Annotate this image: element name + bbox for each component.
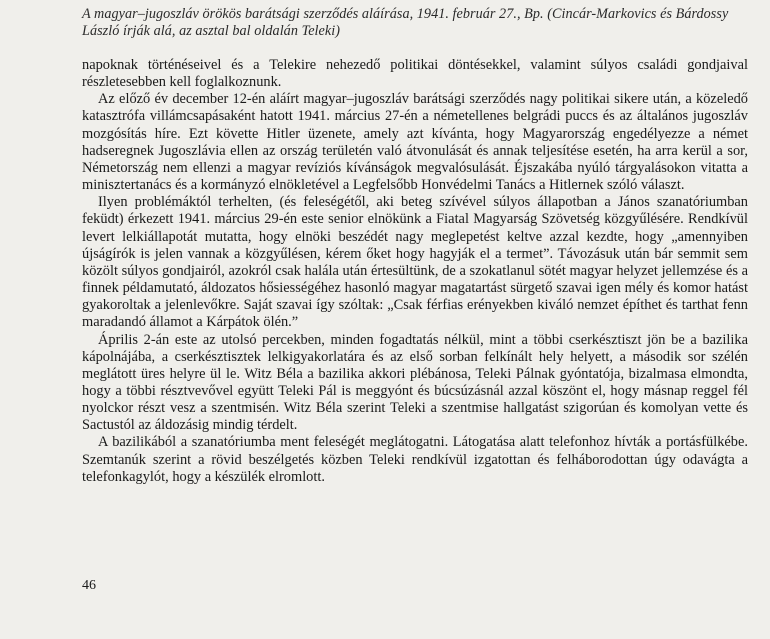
paragraph-5: A bazilikából a szanatóriumba ment feleségét meglátogatni. Látogatása alatt telefonhoz hívták a portásfülkébe. Szemtanúk szerint a rövid beszélgetés közben Teleki rendkívül izgatottan és felháborodottan úgy odavágta a telefonkagylót, hogy a készülék elromlott. <box>82 434 748 485</box>
paragraph-2: Az előző év december 12-én aláírt magyar–jugoszláv barátsági szerződés nagy politikai sikere után, a közeledő katasztrófa villámcsapásaként hatott 1941. március 27-én a németellenes belgrádi puccs és az általános jugoszláv mozgósítás híre. Ezt követte Hitler üzenete, amely azt kívánta, hogy Magyarország engedélyezze a német hadseregnek Jugoszlávia ellen az ország területén való átvonulását és annak teljesítése esetén, ha arra kerül a sor, Németország nem ellenzi a magyar revíziós kívánságok megvalósulását. Éjszakába nyúló tárgyalásokon vitatta a minisztertanács és a kormányzó elnökletével a Legfelsőbb Honvédelmi Tanács a Hitlernek szóló választ. <box>82 91 748 194</box>
photo-caption: A magyar–jugoszláv örökös barátsági szerződés aláírása, 1941. február 27., Bp. (Cincár-Markovics és Bárdossy László írják alá, az asztal bal oldalán Teleki) <box>82 6 729 39</box>
paragraph-1: napoknak történéseivel és a Telekire nehezedő politikai döntésekkel, valamint súlyos családi gondjaival részletesebben kell foglalkoznunk. <box>82 57 748 91</box>
paragraph-3: Ilyen problémáktól terhelten, (és feleségétől, aki beteg szívével súlyos állapotban a János szanatóriumban feküdt) érkezett 1941. március 29-én este senior elnökünk a Fiatal Magyarság Szövetség közgyűlésére. Rendkívül levert lelkiállapotát mutatta, hogy elnöki beszédét nagy meglepetést keltve azzal kezdte, hogy „amennyiben újságírók is jelen vannak a közgyűlésen, kérem őket hogy hagyják el a termet”. Távozásuk után bár semmit sem közölt súlyos gondjairól, azokról csak halála után értesültünk, de a szokatlanul sötét magyar helyzet jellemzése és a finnek példamutató, áldozatos hősiességéhez hasonló magyar magatartást sürgető szavai igen mély és komor hatást gyakoroltak a jelenlevőkre. Saját szavai így szóltak: „Csak férfias erényekben kiváló nemzet építhet és tarthat fenn maradandó államot a Kárpátok ölén.” <box>82 194 748 331</box>
page-number: 46 <box>82 578 96 593</box>
body-text <box>82 57 748 486</box>
paragraph-4: Április 2-án este az utolsó percekben, minden fogadtatás nélkül, mint a többi cserkésztiszt jön be a bazilika kápolnájába, a cserkésztisztek lelkigyakorlatára és az első sorban felkínált hely helyett, a második sor szélén meglátott üres helyre ül le. Witz Béla a bazilika akkori plébánosa, Teleki Pálnak gyóntatója, bizalmasa elmondta, hogy a többi résztvevővel együtt Teleki Pál is meggyónt és búcsúzásnál azzal köszönt el, hogy másnap reggel fél nyolckor részt vesz a szentmisén. Witz Béla szerint Teleki a szentmise hallgatást szigorúan és komolyan vette és Sactustól az áldozásig mindig térdelt. <box>82 331 748 434</box>
